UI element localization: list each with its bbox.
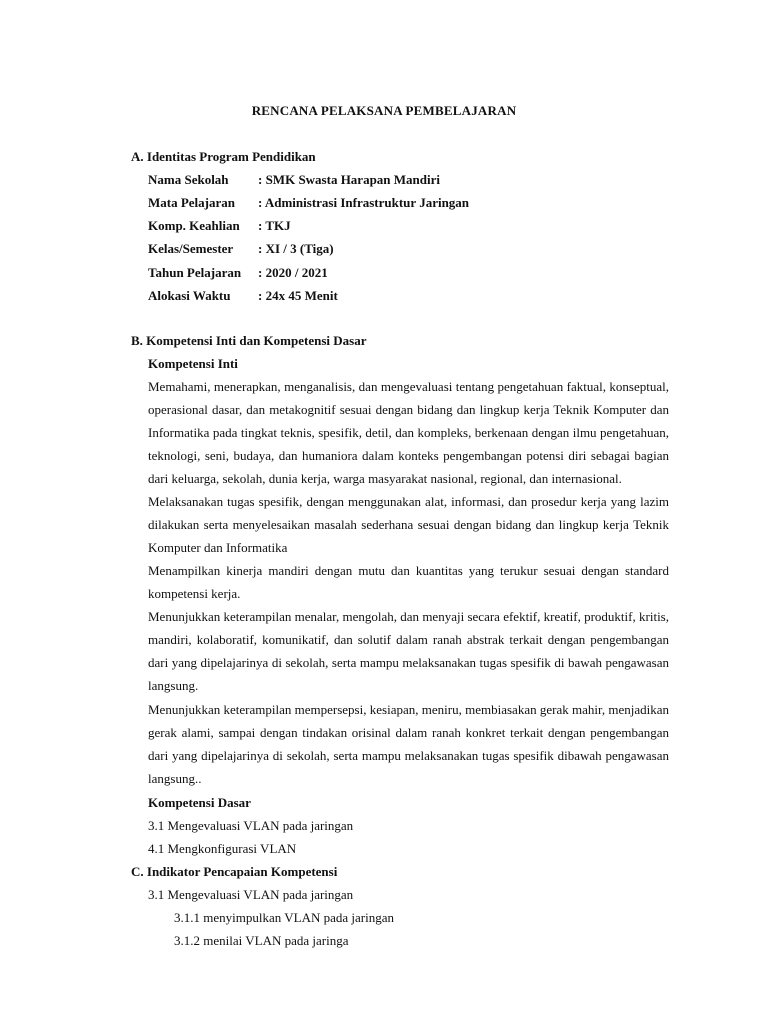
ki-paragraph-2: Melaksanakan tugas spesifik, dengan menggunakan alat, informasi, dan prosedur kerja yang lazim dilakukan serta menyelesaikan masalah sederhana sesuai dengan bidang dan lingkup kerja Teknik Komputer dan Informatika bbox=[148, 494, 669, 556]
ki-paragraph-1: Memahami, menerapkan, menganalisis, dan mengevaluasi tentang pengetahuan faktual, konseptual, operasional dasar, dan metakognitif sesuai dengan bidang dan lingkup kerja Teknik Komputer dan Informatika pada tingkat teknis, spesifik, detil, dan kompleks, berkenaan dengan ilmu pengetahuan, teknologi, seni, budaya, dan humaniora dalam konteks pengembangan potensi diri sebagai bagian dari keluarga, sekolah, dunia kerja, warga masyarakat nasional, regional, dan internasional. bbox=[148, 379, 669, 487]
field-value-time: : 24x 45 Menit bbox=[258, 288, 338, 303]
section-c-heading: C. Indikator Pencapaian Kompetensi bbox=[131, 864, 338, 879]
field-value-subject: : Administrasi Infrastruktur Jaringan bbox=[258, 195, 470, 210]
field-label-time: Alokasi Waktu bbox=[148, 288, 231, 303]
indicator-subitem: 3.1.1 menyimpulkan VLAN pada jaringan bbox=[174, 910, 394, 925]
section-a-heading: A. Identitas Program Pendidikan bbox=[131, 149, 316, 164]
kd-heading: Kompetensi Dasar bbox=[148, 795, 251, 810]
document-title: RENCANA PELAKSANA PEMBELAJARAN bbox=[251, 103, 517, 118]
field-label-class: Kelas/Semester bbox=[148, 241, 234, 256]
ki-paragraph-3: Menampilkan kinerja mandiri dengan mutu dan kuantitas yang terukur sesuai dengan standard kompetensi kerja. bbox=[148, 563, 669, 602]
kd-item: 4.1 Mengkonfigurasi VLAN bbox=[148, 841, 297, 856]
field-value-expertise: : TKJ bbox=[258, 218, 291, 233]
field-label-school: Nama Sekolah bbox=[148, 172, 229, 187]
field-label-year: Tahun Pelajaran bbox=[148, 265, 242, 280]
indicator-subitem: 3.1.2 menilai VLAN pada jaringa bbox=[174, 933, 349, 948]
field-label-expertise: Komp. Keahlian bbox=[148, 218, 240, 233]
field-label-subject: Mata Pelajaran bbox=[148, 195, 236, 210]
ki-paragraph-5: Menunjukkan keterampilan mempersepsi, kesiapan, meniru, membiasakan gerak mahir, menjadikan gerak alami, sampai dengan tindakan orisinal dalam ranah konkret terkait dengan pengembangan dari yang dipelajarinya di sekolah, serta mampu melaksanakan tugas spesifik dibawah pengawasan langsung.. bbox=[148, 702, 669, 787]
field-value-school: : SMK Swasta Harapan Mandiri bbox=[258, 172, 441, 187]
field-value-year: : 2020 / 2021 bbox=[258, 265, 328, 280]
ki-paragraph-4: Menunjukkan keterampilan menalar, mengolah, dan menyaji secara efektif, kreatif, produktif, kritis, mandiri, kolaboratif, komunikatif, dan solutif dalam ranah abstrak terkait dengan pengembangan dari yang dipelajarinya di sekolah, serta mampu melaksanakan tugas spesifik di bawah pengawasan langsung. bbox=[148, 609, 669, 694]
ki-heading: Kompetensi Inti bbox=[148, 356, 238, 371]
kd-item: 3.1 Mengevaluasi VLAN pada jaringan bbox=[148, 818, 354, 833]
section-b-heading: B. Kompetensi Inti dan Kompetensi Dasar bbox=[131, 333, 367, 348]
indicator-item: 3.1 Mengevaluasi VLAN pada jaringan bbox=[148, 887, 354, 902]
field-value-class: : XI / 3 (Tiga) bbox=[258, 241, 334, 256]
